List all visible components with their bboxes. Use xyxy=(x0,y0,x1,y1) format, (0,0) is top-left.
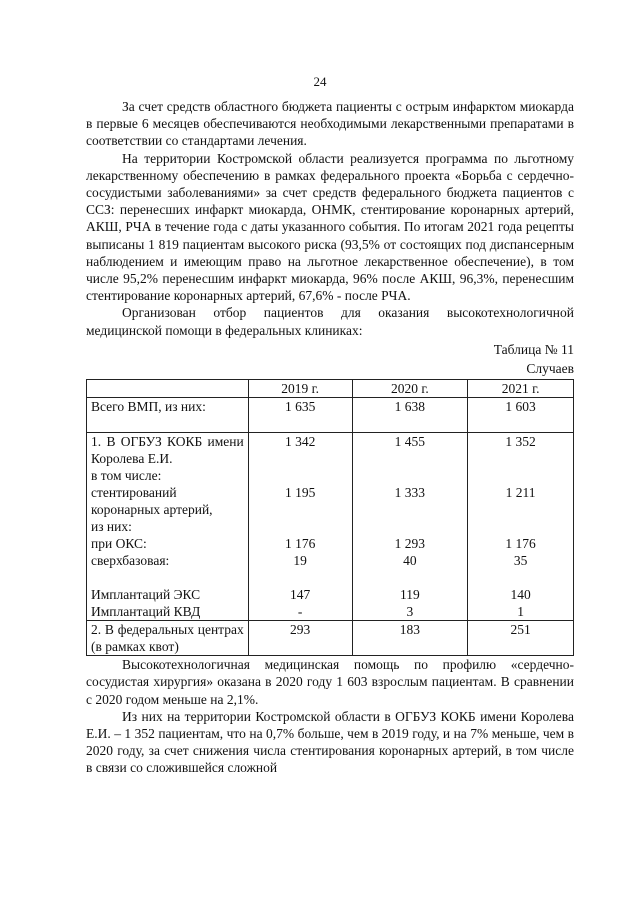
oks-2021: 1 176 xyxy=(505,536,536,552)
header-2021: 2021 г. xyxy=(468,380,574,398)
federal-label: 2. В федеральных центрах (в рамках квот) xyxy=(87,621,249,656)
kokb-2019-cell xyxy=(248,433,352,621)
total-2021: 1 603 xyxy=(468,398,574,433)
of-them-label: из них: xyxy=(91,519,132,535)
eks-2020: 119 xyxy=(399,587,420,603)
paragraph-4: Высокотехнологичная медицинская помощь по профилю «сердечно-сосудистая хирургия» оказана в 2020 году 1 603 взрослым пациентам. В сравнении с 2020 годом меньше на 2,1%. xyxy=(86,657,574,707)
kvd-2020: 3 xyxy=(406,604,414,620)
stent-2021: 1 211 xyxy=(505,485,536,501)
stent-label: стентирований коронарных артерий, xyxy=(91,485,213,518)
federal-2021: 251 xyxy=(468,621,574,656)
oks-label: при ОКС: xyxy=(91,536,147,552)
vmp-table xyxy=(86,379,574,656)
paragraph-3: Организован отбор пациентов для оказания высокотехнологичной медицинской помощи в федеральных клиниках: xyxy=(86,305,574,338)
super-label: сверхбазовая: xyxy=(91,553,170,569)
kokb-2021: 1 352 xyxy=(505,434,536,450)
total-2019: 1 635 xyxy=(248,398,352,433)
stent-2019: 1 195 xyxy=(284,485,316,501)
federal-2020: 183 xyxy=(352,621,468,656)
total-2020: 1 638 xyxy=(352,398,468,433)
kokb-2020-cell xyxy=(352,433,468,621)
kvd-2021: 1 xyxy=(517,604,524,620)
kvd-label: Имплантаций КВД xyxy=(91,604,201,620)
kokb-2021-cell xyxy=(468,433,574,621)
kokb-2019: 1 342 xyxy=(284,434,316,450)
table-unit: Случаев xyxy=(526,361,574,377)
paragraph-1: За счет средств областного бюджета пациенты с острым инфарктом миокарда в первые 6 месяцев обеспечиваются необходимыми лекарственными препаратами в соответствии со стандартами лечения. xyxy=(86,99,574,149)
oks-2019: 1 176 xyxy=(284,536,316,552)
eks-label: Имплантаций ЭКС xyxy=(91,587,201,603)
oks-2020: 1 293 xyxy=(394,536,426,552)
document-body xyxy=(86,98,574,777)
super-2019: 19 xyxy=(293,553,307,569)
kokb-label-cell xyxy=(87,433,249,621)
table-caption: Таблица № 11 xyxy=(493,341,574,357)
total-label: Всего ВМП, из них: xyxy=(87,398,249,433)
paragraph-2: На территории Костромской области реализуется программа по льготному лекарственному обеспечению в рамках федерального проекта «Борьба с сердечно-сосудистыми заболеваниями» за счет средств федерального бюджета пациентов с ССЗ: перенесших инфаркт миокарда, ОНМК, стентирование коронарных артерий, АКШ, РЧА в течение года с даты указанного события. По итогам 2021 года рецепты выписаны 1 819 пациентам высокого риска (93,5% от состоящих под диспансерным наблюдением и имеющим право на льготное лекарственное обеспечение), в том числе 95,2% перенесшим инфаркт миокарда, 96% после АКШ, 96,3%, перенесшим стентирование коронарных артерий, 67,6% - после РЧА. xyxy=(86,150,574,304)
kokb-incl: в том числе: xyxy=(91,468,162,484)
page-number: 24 xyxy=(313,74,327,89)
kvd-2019: - xyxy=(297,604,303,620)
table-row-total xyxy=(87,398,574,433)
table-row-federal xyxy=(87,621,574,656)
super-2020: 40 xyxy=(403,553,417,569)
table-row-kokb xyxy=(87,433,574,621)
paragraph-5: Из них на территории Костромской области в ОГБУЗ КОКБ имени Королева Е.И. – 1 352 пациентам, что на 0,7% больше, чем в 2019 году, и на 7% меньше, чем в 2020 году, за счет снижения числа стентирования коронарных артерий, в том числе в связи со сложившейся сложной xyxy=(86,708,574,776)
eks-2021: 140 xyxy=(510,587,531,603)
header-cell-empty xyxy=(87,380,249,398)
kokb-2020: 1 455 xyxy=(394,434,426,450)
eks-2019: 147 xyxy=(290,587,311,603)
header-2019: 2019 г. xyxy=(248,380,352,398)
kokb-label: 1. В ОГБУЗ КОКБ имени Королева Е.И. xyxy=(91,434,244,467)
table-header-row xyxy=(87,380,574,398)
stent-2020: 1 333 xyxy=(394,485,426,501)
header-2020: 2020 г. xyxy=(352,380,468,398)
super-2021: 35 xyxy=(513,553,528,569)
federal-2019: 293 xyxy=(248,621,352,656)
